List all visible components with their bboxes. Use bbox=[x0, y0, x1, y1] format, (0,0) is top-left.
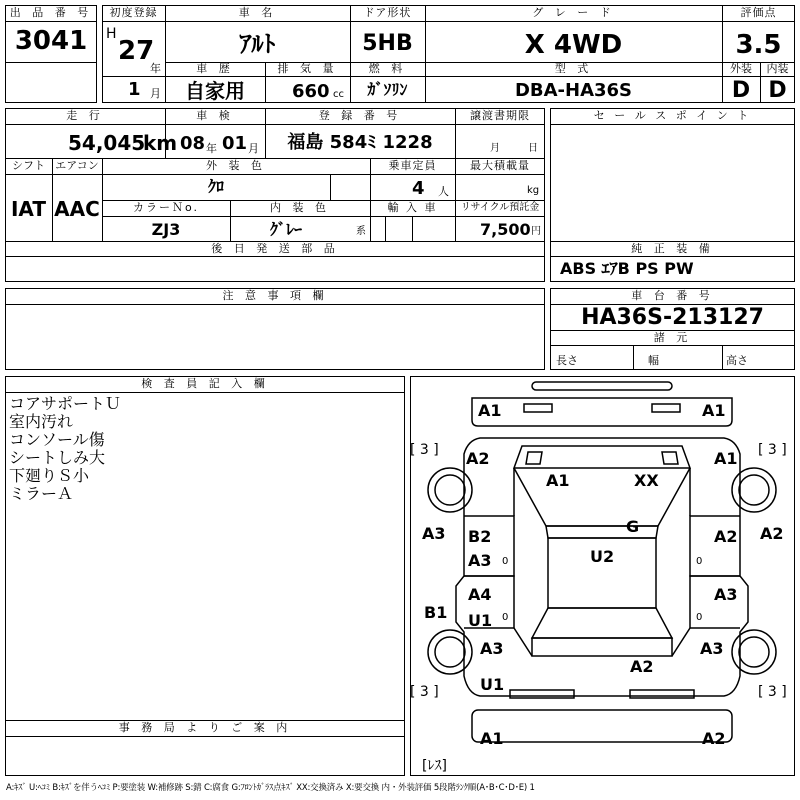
damage-mark-rear-glass: A2 bbox=[630, 657, 654, 676]
damage-mark-front-bumper-left: A1 bbox=[478, 401, 502, 420]
damage-mark-right-front-door: A2 bbox=[714, 527, 738, 546]
interior-color: ｸﾞﾚｰ bbox=[270, 220, 303, 239]
mileage: 54,045 bbox=[68, 131, 146, 155]
registration-number: 福島 584ﾐ 1228 bbox=[287, 132, 433, 153]
color-no-label: カラーＮo. bbox=[132, 201, 200, 214]
fuel-label: 燃 料 bbox=[368, 62, 407, 75]
era: H bbox=[106, 26, 117, 42]
transfer-day: 日 bbox=[528, 143, 538, 154]
displacement-unit: cc bbox=[333, 89, 344, 100]
month-unit: 月 bbox=[150, 87, 161, 100]
color-label: 外 装 色 bbox=[206, 159, 266, 172]
aircon: AAC bbox=[54, 197, 100, 221]
year-unit: 年 bbox=[150, 62, 161, 75]
first-reg-month: 1 bbox=[128, 79, 141, 100]
recycle-unit: 円 bbox=[531, 226, 541, 237]
chassis-label: 車 台 番 号 bbox=[631, 289, 714, 302]
height-label: 高さ bbox=[726, 354, 748, 367]
capacity-unit: 人 bbox=[438, 185, 449, 198]
inspector-note: コアサポートＵ bbox=[9, 394, 122, 413]
damage-mark-front-bumper-right: A1 bbox=[702, 401, 726, 420]
interior-color-label: 内 装 色 bbox=[270, 201, 330, 214]
damage-mark-hood-left: A1 bbox=[546, 471, 570, 490]
tire-depth-rear-right: [ 3 ] bbox=[758, 684, 787, 700]
mileage-label: 走 行 bbox=[66, 109, 104, 122]
interior-color-suffix: 系 bbox=[356, 226, 366, 237]
displacement: 660 bbox=[292, 81, 330, 102]
damage-mark-right-rear-door: A3 bbox=[714, 585, 738, 604]
score-label: 評価点 bbox=[740, 6, 777, 19]
inspection-year: 08 bbox=[180, 133, 206, 154]
damage-legend: A:ｷｽﾞ U:ﾍｺﾐ B:ｷｽﾞを伴うﾍｺﾐ P:要塗装 W:補修跡 S:錆 C:腐食 G:ﾌﾛﾝﾄｶﾞﾗｽ点ｷｽﾞ XX:交換済み X:要交換 内・外装評価 5段階ﾗﾝｸ順(A･B･C･D･E) 1 bbox=[6, 783, 535, 793]
door-label: ドア形状 bbox=[363, 6, 412, 19]
damage-mark-left-front-door-a: A3 bbox=[468, 551, 492, 570]
damage-mark-right-front-fender: A1 bbox=[714, 449, 738, 468]
door-handle-mark: 0 bbox=[502, 612, 509, 623]
damage-mark-left-rear-door-a: A4 bbox=[468, 585, 492, 604]
damage-mark-left-rear-door-u: U1 bbox=[468, 611, 493, 630]
grade-label: グ レ ー ド bbox=[532, 6, 615, 19]
car-diagram bbox=[410, 376, 795, 776]
load-label: 最大積載量 bbox=[470, 159, 530, 172]
width-label: 幅 bbox=[648, 354, 659, 367]
tire-depth-front-left: [ 3 ] bbox=[410, 442, 439, 458]
damage-mark-hood-right: XX bbox=[634, 471, 659, 490]
chassis-number: HA36S-213127 bbox=[581, 305, 764, 330]
inspector-label: 検 査 員 記 入 欄 bbox=[141, 377, 269, 390]
damage-mark-left-front-fender: A2 bbox=[466, 449, 490, 468]
later-parts-label: 後 日 発 送 部 品 bbox=[211, 242, 339, 255]
tire-depth-front-right: [ 3 ] bbox=[758, 442, 787, 458]
registration-label: 登 録 番 号 bbox=[318, 109, 402, 122]
transfer-month: 月 bbox=[490, 143, 500, 154]
inspection-month: 01 bbox=[222, 133, 248, 154]
color: ｸﾛ bbox=[207, 177, 224, 196]
shift: IAT bbox=[10, 197, 46, 221]
car-name: ｱﾙﾄ bbox=[239, 30, 276, 58]
damage-mark-roof: U2 bbox=[590, 547, 615, 566]
damage-mark-left-quarter: A3 bbox=[480, 639, 504, 658]
capacity-label: 乗車定員 bbox=[388, 159, 437, 172]
history-label: 車 歴 bbox=[196, 62, 234, 75]
exterior-grade: D bbox=[731, 78, 751, 103]
capacity: 4 bbox=[412, 178, 425, 199]
aircon-label: エアコン bbox=[55, 159, 99, 172]
inspection-month-unit: 月 bbox=[248, 142, 259, 155]
damage-mark-left-rocker: A3 bbox=[422, 524, 446, 543]
equipment-label: 純 正 装 備 bbox=[631, 242, 714, 255]
tire-depth-rear-left: [ 3 ] bbox=[410, 684, 439, 700]
recycle-fee: 7,500 bbox=[480, 220, 531, 239]
exterior-label: 外装 bbox=[730, 62, 752, 75]
inspector-note: 下廻りＳ小 bbox=[9, 466, 90, 485]
score: 3.5 bbox=[735, 30, 782, 60]
first-reg-label: 初度登録 bbox=[109, 6, 158, 19]
damage-mark-windshield: G bbox=[626, 517, 640, 536]
fuel: ｶﾞｿﾘﾝ bbox=[367, 80, 408, 99]
recycle-label: リサイクル預託金 bbox=[460, 202, 540, 213]
model-code: DBA-HA36S bbox=[514, 80, 633, 101]
sales-point-label: セ ー ル ス ポ イ ン ト bbox=[593, 109, 752, 122]
mileage-unit: km bbox=[143, 131, 178, 155]
spare-tire: [ﾚｽ] bbox=[422, 758, 447, 774]
inspector-note: コンソール傷 bbox=[9, 430, 105, 449]
load-unit: kg bbox=[527, 185, 540, 196]
transfer-deadline-label: 譲渡書期限 bbox=[470, 109, 530, 122]
grade: X 4WD bbox=[524, 30, 623, 60]
office-label: 事 務 局 よ り ご 案 内 bbox=[118, 721, 292, 734]
length-label: 長さ bbox=[556, 354, 578, 367]
color-no: ZJ3 bbox=[151, 220, 181, 239]
door-handle-mark: 0 bbox=[696, 556, 703, 567]
damage-mark-rear-bumper-right: A2 bbox=[702, 729, 726, 748]
inspector-note: 室内汚れ bbox=[9, 412, 74, 431]
damage-mark-left-rear-lower: U1 bbox=[480, 675, 505, 694]
inspection-label: 車 検 bbox=[196, 109, 234, 122]
interior-grade: D bbox=[768, 78, 787, 103]
door-type: 5HB bbox=[362, 31, 413, 56]
inspector-note: シートしみ大 bbox=[9, 448, 106, 467]
interior-label: 内装 bbox=[766, 62, 789, 75]
model-label: 型 式 bbox=[554, 62, 593, 75]
door-handle-mark: 0 bbox=[502, 556, 509, 567]
import-label: 輸 入 車 bbox=[387, 201, 438, 214]
shift-label: シフト bbox=[12, 159, 45, 172]
lot-number-label: 出 品 番 号 bbox=[9, 6, 93, 19]
specs-label: 諸 元 bbox=[653, 331, 692, 344]
notes-label: 注 意 事 項 欄 bbox=[222, 289, 328, 302]
displacement-label: 排 気 量 bbox=[277, 62, 338, 75]
damage-mark-right-rocker: A2 bbox=[760, 524, 784, 543]
first-reg-year: 27 bbox=[118, 36, 155, 66]
inspector-note: ミラーＡ bbox=[9, 484, 74, 503]
damage-mark-rear-bumper-left: A1 bbox=[480, 729, 504, 748]
car-name-label: 車 名 bbox=[238, 6, 277, 19]
door-handle-mark: 0 bbox=[696, 612, 703, 623]
history: 自家用 bbox=[185, 79, 245, 103]
inspection-year-unit: 年 bbox=[206, 142, 217, 155]
equipment: ABS ｴｱB PS PW bbox=[560, 259, 694, 278]
damage-mark-left-front-door-b: B2 bbox=[468, 527, 492, 546]
lot-number-value: 3041 bbox=[14, 26, 88, 56]
damage-mark-left-rear-pillar: B1 bbox=[424, 603, 448, 622]
damage-mark-right-quarter: A3 bbox=[700, 639, 724, 658]
